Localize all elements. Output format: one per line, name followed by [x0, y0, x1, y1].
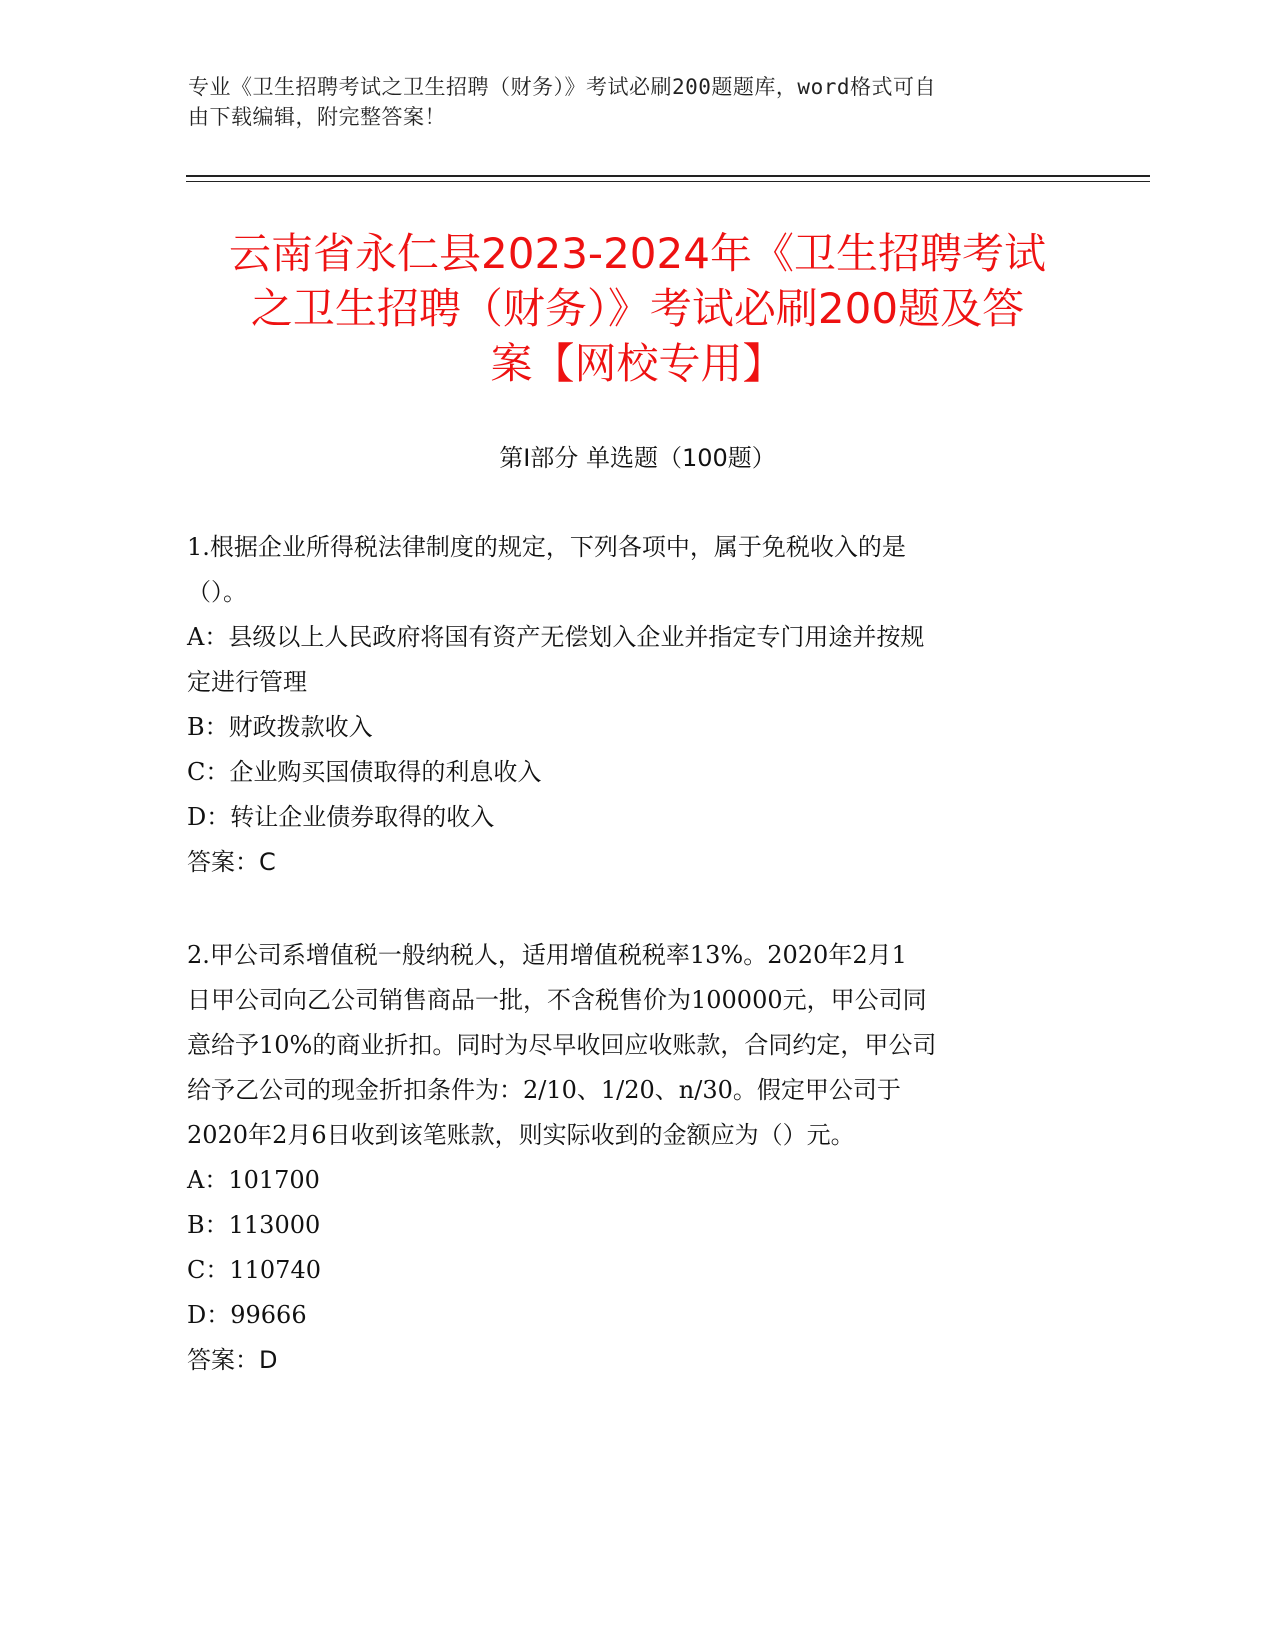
- option-d: D：99666: [187, 1301, 307, 1329]
- header-divider-thin: [186, 181, 1150, 182]
- question-stem-line: 1.根据企业所得税法律制度的规定，下列各项中，属于免税收入的是: [187, 533, 906, 561]
- question-stem-line: 2.甲公司系增值税一般纳税人，适用增值税税率13%。2020年2月1: [187, 941, 907, 969]
- option-d: D：转让企业债券取得的收入: [187, 803, 495, 831]
- option-c: C：企业购买国债取得的利息收入: [187, 758, 542, 786]
- question-stem-line: 给予乙公司的现金折扣条件为：2/10、1/20、n/30。假定甲公司于: [187, 1076, 901, 1104]
- question-stem-line: （）。: [187, 578, 247, 606]
- answer-label: 答案：D: [187, 1346, 278, 1374]
- option-a-line: 定进行管理: [187, 668, 307, 696]
- answer-label: 答案：C: [187, 848, 276, 876]
- question-stem-line: 2020年2月6日收到该笔账款，则实际收到的金额应为（）元。: [187, 1121, 855, 1149]
- question-1: [187, 525, 1087, 885]
- option-a: A：101700: [187, 1166, 320, 1194]
- header-note-line: 专业《卫生招聘考试之卫生招聘（财务）》考试必刷200题题库，word格式可自: [188, 75, 936, 99]
- option-b: B：财政拨款收入: [187, 713, 373, 741]
- question-stem-line: 意给予10%的商业折扣。同时为尽早收回应收账款，合同约定，甲公司: [187, 1031, 937, 1059]
- header-note-line: 由下载编辑，附完整答案！: [188, 105, 446, 129]
- title-line: 案【网校专用】: [490, 339, 785, 388]
- title-line: 云南省永仁县2023-2024年《卫生招聘考试: [229, 229, 1046, 278]
- section-title: 第Ⅰ部分 单选题（100题）: [499, 444, 776, 472]
- header-divider-thick: [186, 175, 1150, 177]
- option-a-line: A：县级以上人民政府将国有资产无偿划入企业并指定专门用途并按规: [187, 623, 925, 651]
- option-b: B：113000: [187, 1211, 321, 1239]
- option-c: C：110740: [187, 1256, 321, 1284]
- title-line: 之卫生招聘（财务）》考试必刷200题及答: [250, 284, 1025, 333]
- question-stem-line: 日甲公司向乙公司销售商品一批，不含税售价为100000元，甲公司同: [187, 986, 927, 1014]
- document-title: [180, 226, 1095, 391]
- question-2: [187, 933, 1087, 1383]
- document-header-note: [188, 72, 1068, 132]
